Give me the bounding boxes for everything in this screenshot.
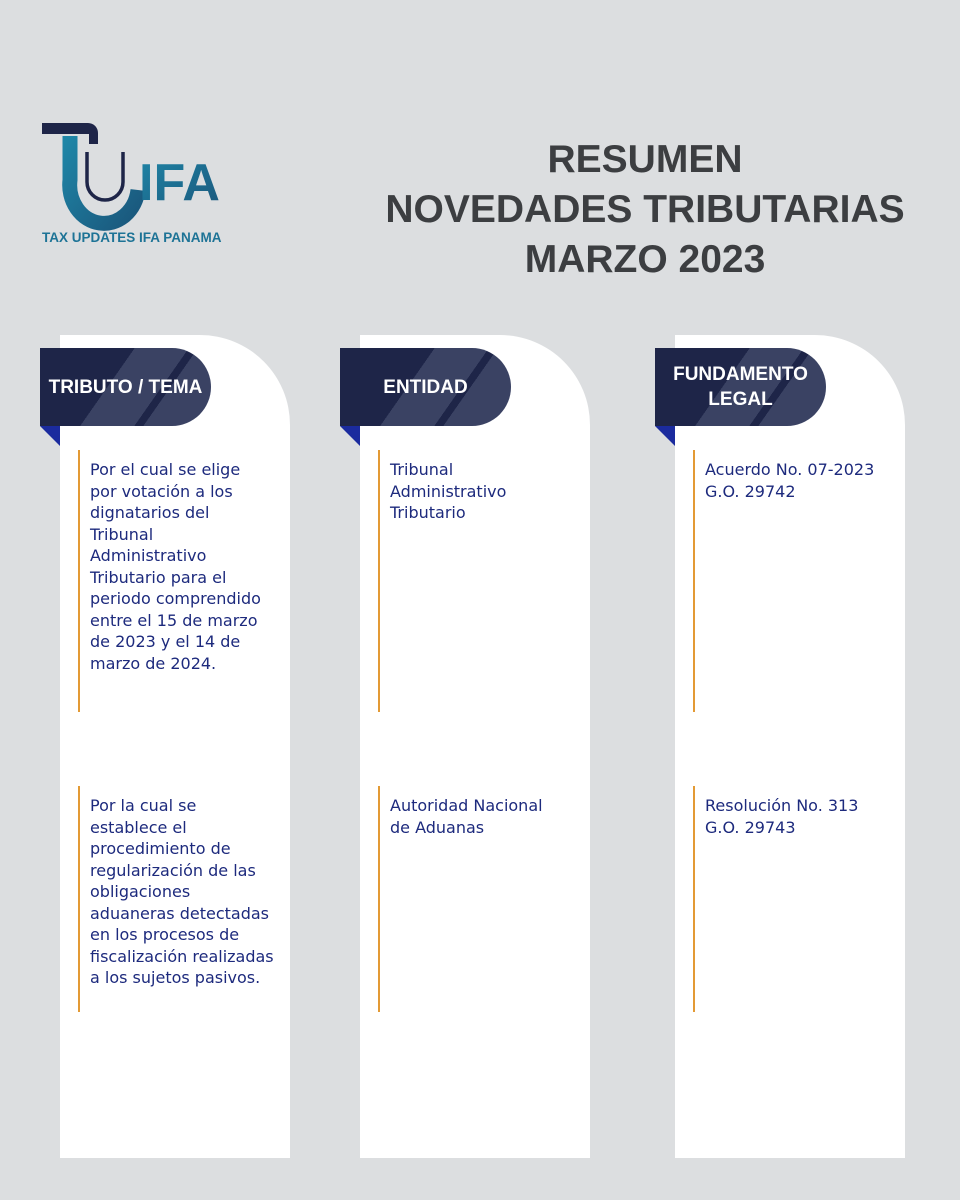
title-line-1: RESUMEN (547, 138, 743, 181)
cell-row-2-entidad (378, 786, 583, 1012)
column-header-label: TRIBUTO / TEMA (48, 376, 203, 398)
column-header-ribbon (655, 348, 826, 426)
logo-u-outer (70, 136, 138, 223)
cell-text: Autoridad Nacional de Aduanas (390, 796, 543, 837)
ifa-logo (0, 0, 260, 260)
column-header-ribbon (40, 348, 211, 426)
column-header-label: FUNDAMENTO LEGAL (673, 364, 808, 410)
cell-text: Por el cual se elige por votación a los dignatarios del Tribunal Administrativo Tributario para el periodo comprendido entre el 15 de marzo de 2023 y el 14 de marzo de 2024. (90, 460, 261, 673)
page-title (370, 135, 920, 285)
cell-row-1-tributo-tema (78, 450, 283, 712)
cell-text: Por la cual se establece el procedimiento de regularización de las obligaciones aduaneras detectadas en los procesos de fiscalización realizadas a los sujetos pasivos. (90, 796, 274, 987)
cell-row-2-tributo-tema (78, 786, 283, 1012)
cell-text: Tribunal Administrativo Tributario (390, 460, 507, 522)
column-tributo-tema (48, 335, 290, 1158)
column-header-label: ENTIDAD (383, 376, 468, 398)
title-line-3: MARZO 2023 (524, 238, 766, 281)
logo-u-inner (87, 152, 123, 200)
cell-text: Acuerdo No. 07-2023 G.O. 29742 (705, 460, 875, 501)
ribbon-fold (655, 426, 675, 446)
ribbon-fold (40, 426, 60, 446)
cell-row-1-entidad (378, 450, 583, 712)
cell-row-2-fundamento-legal (693, 786, 898, 1012)
cell-text: Resolución No. 313 G.O. 29743 (705, 796, 859, 837)
title-line-2: NOVEDADES TRIBUTARIAS (385, 188, 905, 231)
column-header-ribbon (340, 348, 511, 426)
column-entidad (360, 335, 590, 1158)
logo-tagline: TAX UPDATES IFA PANAMA (42, 230, 222, 245)
logo-wordmark: IFA (139, 154, 220, 212)
column-fundamento-legal (675, 335, 905, 1158)
ribbon-fold (340, 426, 360, 446)
cell-row-1-fundamento-legal (693, 450, 898, 712)
